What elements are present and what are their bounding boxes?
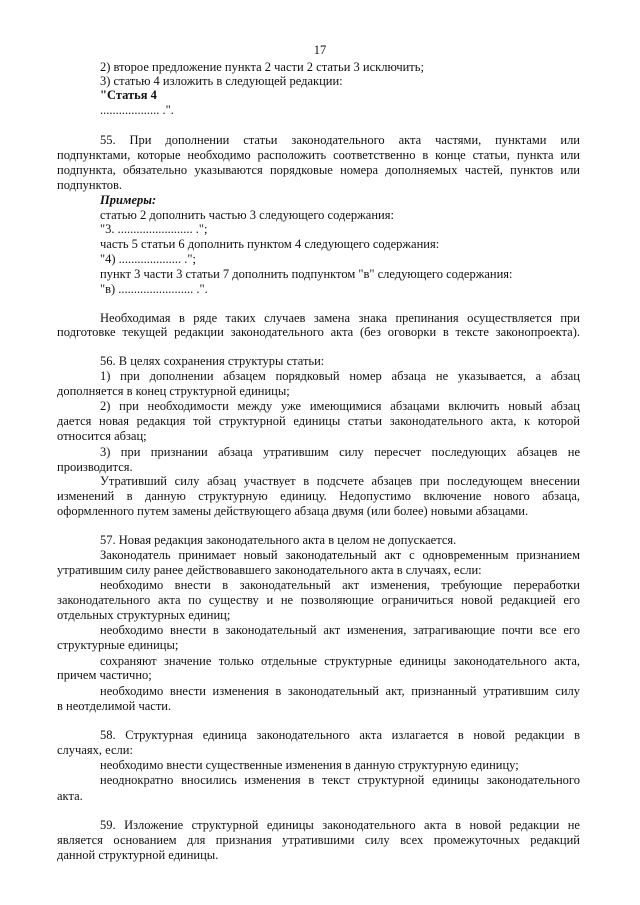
text-line: пункт 3 части 3 статьи 7 дополнить подпунктом "в" следующего содержания: <box>100 267 513 281</box>
text-line: акта. <box>57 789 83 803</box>
text-line: необходимо внести в законодательный акт изменения, затрагивающие почти все его <box>100 623 580 637</box>
text-line: причем частично; <box>57 668 152 682</box>
text-line: 1) при дополнении абзацем порядковый номер абзаца не указывается, а абзац <box>100 369 580 383</box>
text-line: дается новая редакция той структурной единицы статьи законодательного акта, к которой <box>57 414 580 428</box>
page-number: 17 <box>313 43 327 57</box>
text-line: 2) при необходимости между уже имеющимися абзацами включить новый абзац <box>100 399 580 413</box>
text-line: подпункта, обязательно указываются порядковые номера дополняемых частей, пунктов или <box>57 163 580 177</box>
text-line: утратившим силу ранее действовавшего законодательного акта в случаях, если: <box>57 563 482 577</box>
text-line: часть 5 статьи 6 дополнить пунктом 4 следующего содержания: <box>100 237 440 251</box>
text-line: Законодатель принимает новый законодательный акт с одновременным признанием <box>100 548 580 562</box>
text-line: подпунктов. <box>57 178 123 192</box>
text-line: Утративший силу абзац участвует в подсчете абзацев при последующем внесении <box>100 474 580 488</box>
text-line: 57. Новая редакция законодательного акта в целом не допускается. <box>100 533 457 547</box>
text-line: "3. ........................ ."; <box>100 222 208 236</box>
text-line: является основанием для признания утратившими силу всех промежуточных редакций <box>57 833 580 847</box>
text-line: 3) при признании абзаца утратившим силу пересчет последующих абзацев не <box>100 445 580 459</box>
text-line: неоднократно вносились изменения в текст структурной единицы законодательного <box>100 773 580 787</box>
text-line: отдельных структурных единиц; <box>57 608 231 622</box>
text-line: дополняется в конец структурной единицы; <box>57 384 290 398</box>
text-line: законодательного акта по существу и не позволяющие ограничиться новой редакцией его <box>57 593 580 607</box>
text-line: оформленного путем замены действующего абзаца двумя (или более) новыми абзацами. <box>57 504 529 518</box>
text-line: 3) статью 4 изложить в следующей редакции: <box>100 74 343 88</box>
text-line: 59. Изложение структурной единицы законодательного акта в новой редакции не <box>100 818 580 832</box>
text-line: "в) ........................ .". <box>100 282 208 296</box>
text-line: "4) .................... ."; <box>100 252 196 266</box>
text-line: 2) второе предложение пункта 2 части 2 статьи 3 исключить; <box>100 60 424 74</box>
text-line: необходимо внести в законодательный акт изменения, требующие переработки <box>100 578 580 592</box>
text-line: необходимо внести существенные изменения в данную структурную единицу; <box>100 758 519 772</box>
text-line: сохраняют значение только отдельные структурные единицы законодательного акта, <box>100 654 580 668</box>
text-line: "Статья 4 <box>100 88 157 102</box>
text-line: статью 2 дополнить частью 3 следующего содержания: <box>100 208 394 222</box>
text-line: Примеры: <box>100 193 157 207</box>
text-line: 58. Структурная единица законодательного акта излагается в новой редакции в <box>100 728 580 742</box>
text-line: ................... .". <box>100 103 174 117</box>
text-line: случаях, если: <box>57 743 133 757</box>
text-line: 56. В целях сохранения структуры статьи: <box>100 354 325 368</box>
text-line: производится. <box>57 460 133 474</box>
text-line: 55. При дополнении статьи законодательного акта частями, пунктами или <box>100 133 580 147</box>
text-line: данной структурной единицы. <box>57 848 219 862</box>
text-line: Необходимая в ряде таких случаев замена знака препинания осуществляется при <box>100 311 580 325</box>
text-line: необходимо внести изменения в законодательный акт, признанный утратившим силу <box>100 684 580 698</box>
text-line: подготовке текущей редакции законодательного акта (без оговорки в тексте законопроекта). <box>57 325 580 339</box>
text-line: структурные единицы; <box>57 638 179 652</box>
text-line: относится абзац; <box>57 429 147 443</box>
text-line: подпунктами, которые необходимо расположить соответственно в конце статьи, пункта или <box>57 148 580 162</box>
text-line: изменений в данную структурную единицу. Недопустимо включение нового абзаца, <box>57 489 580 503</box>
text-line: в неотделимой части. <box>57 699 172 713</box>
